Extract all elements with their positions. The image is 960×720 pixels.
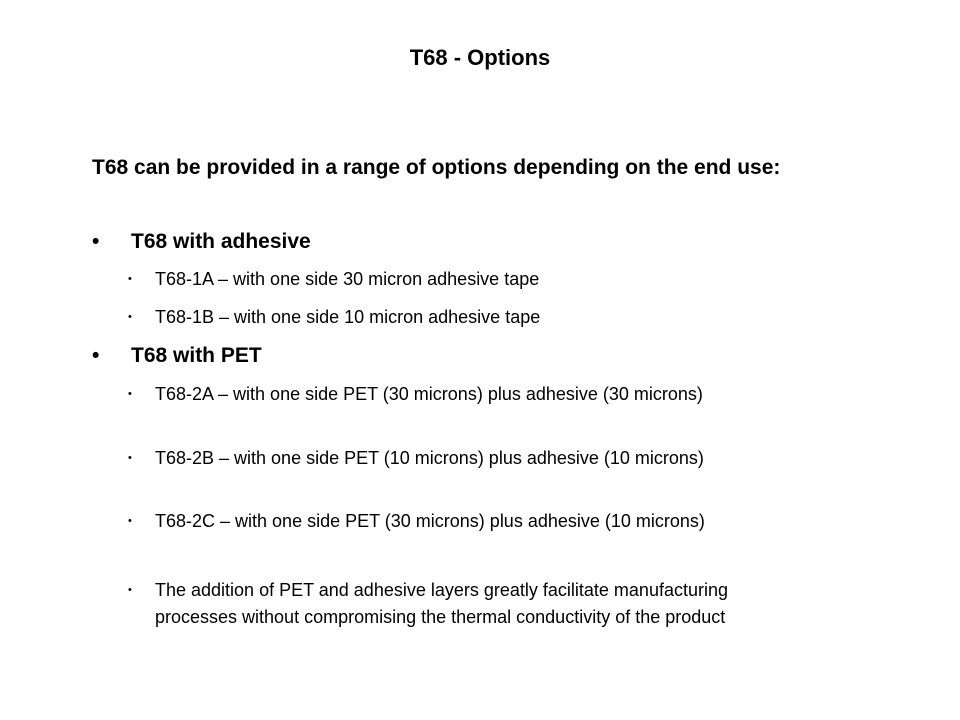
section-heading-label: T68 with adhesive: [131, 230, 311, 253]
list-item-text: T68-1A – with one side 30 micron adhesive tape: [155, 269, 540, 289]
slide-title: T68 - Options: [409, 45, 551, 70]
section-heading-label: T68 with PET: [131, 344, 262, 367]
bullet-icon: •: [92, 344, 100, 367]
list-item: [128, 304, 808, 331]
bullet-icon: •: [128, 584, 132, 596]
list-item-text: The addition of PET and adhesive layers greatly facilitate manufacturing processes without compromising the thermal conductivity of the product: [155, 580, 728, 627]
list-item: [128, 266, 808, 293]
bullet-icon: •: [128, 515, 132, 527]
intro-text: T68 can be provided in a range of options depending on the end use:: [92, 156, 781, 179]
list-item: [128, 577, 808, 631]
list-item: [128, 445, 808, 472]
list-item: [128, 381, 808, 408]
list-item-text: T68-2C – with one side PET (30 microns) plus adhesive (10 microns): [155, 511, 705, 531]
list-item-text: T68-2B – with one side PET (10 microns) plus adhesive (10 microns): [155, 448, 704, 468]
list-item: [128, 508, 808, 535]
bullet-icon: •: [128, 311, 132, 323]
bullet-icon: •: [128, 452, 132, 464]
list-item-text: T68-2A – with one side PET (30 microns) plus adhesive (30 microns): [155, 384, 703, 404]
bullet-icon: •: [128, 273, 132, 285]
bullet-icon: •: [128, 388, 132, 400]
bullet-icon: •: [92, 230, 100, 253]
list-item-text: T68-1B – with one side 10 micron adhesive tape: [155, 307, 541, 327]
